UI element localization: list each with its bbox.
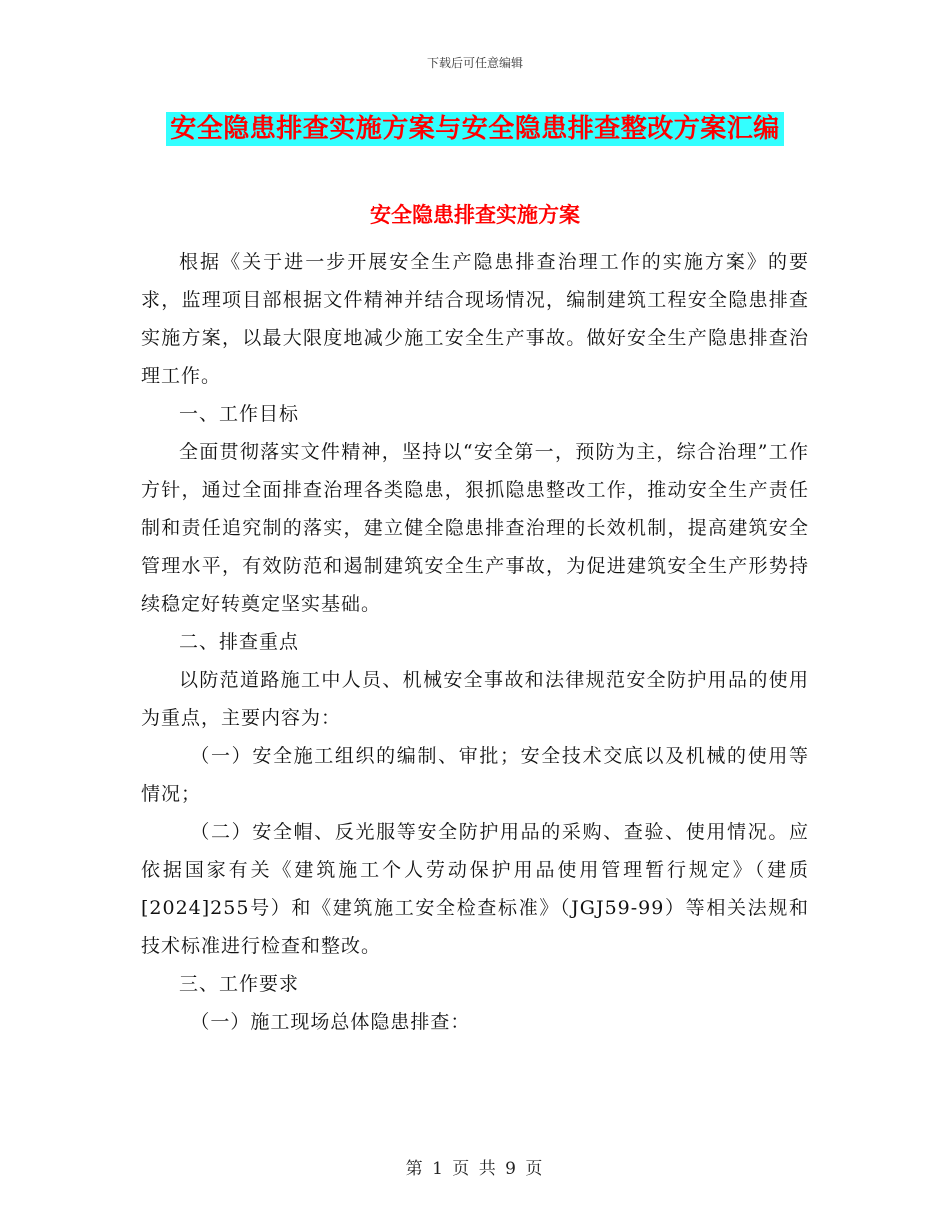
list-item-3: （一）施工现场总体隐患排查： [190, 1011, 471, 1033]
list-item-2: （二）安全帽、反光服等安全防护用品的采购、查验、使用情况。应依据国家有关《建筑施工个人劳动保护用品使用管理暂行规定》（建质[2024]255号）和《建筑施工安全检查标准》（JGJ59-99）等相关法规和技术标准进行检查和整改。 [141, 821, 809, 957]
list-item-1: （一）安全施工组织的编制、审批；安全技术交底以及机械的使用等情况； [141, 745, 809, 805]
paragraph-intro: 根据《关于进一步开展安全生产隐患排查治理工作的实施方案》的要求，监理项目部根据文件精神并结合现场情况，编制建筑工程安全隐患排查实施方案，以最大限度地减少施工安全生产事故。做好安全生产隐患排查治理工作。 [141, 251, 809, 387]
document-title [0, 112, 950, 146]
heading-work-requirements: 三、工作要求 [179, 973, 300, 995]
paragraph-work-goal: 全面贯彻落实文件精神，坚持以“安全第一，预防为主，综合治理”工作方针，通过全面排查治理各类隐患，狠抓隐患整改工作，推动安全生产责任制和责任追究制的落实，建立健全隐患排查治理的长效机制，提高建筑安全管理水平，有效防范和遏制建筑安全生产事故，为促进建筑安全生产形势持续稳定好转奠定坚实基础。 [141, 441, 809, 615]
header-note: 下载后可任意编辑 [426, 56, 523, 70]
paragraph-inspection-focus: 以防范道路施工中人员、机械安全事故和法律规范安全防护用品的使用为重点，主要内容为： [141, 669, 809, 729]
heading-work-goal: 一、工作目标 [179, 403, 300, 425]
page-footer: 第 1 页 共 9 页 [405, 1159, 545, 1179]
document-body [141, 243, 809, 1041]
document-title-text: 安全隐患排查实施方案与安全隐患排查整改方案汇编 [166, 112, 784, 146]
section-title: 安全隐患排查实施方案 [370, 203, 580, 227]
heading-inspection-focus: 二、排查重点 [179, 631, 300, 653]
